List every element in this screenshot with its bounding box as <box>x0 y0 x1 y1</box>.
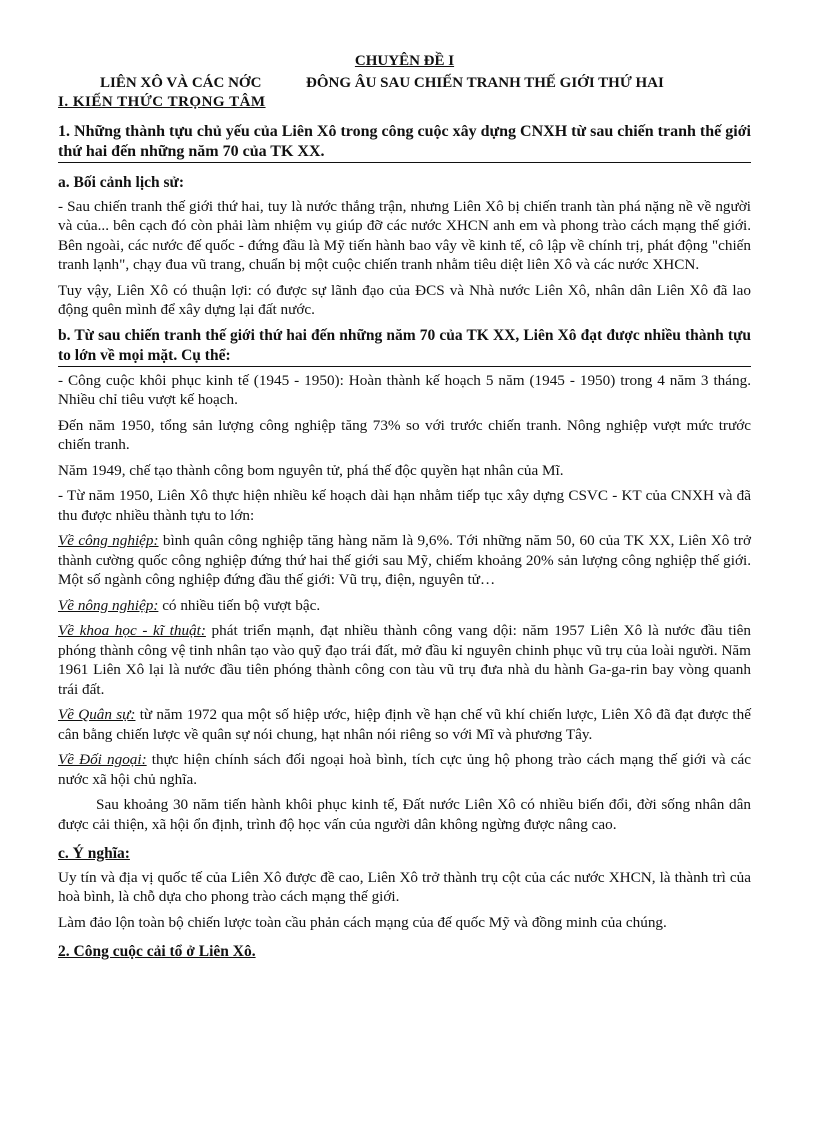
paragraph-a1: - Sau chiến tranh thế giới thứ hai, tuy là nước thắng trận, nhưng Liên Xô bị chiến tranh tàn phá nặng nề về người và của... bên cạch đó còn phải làm nhiệm vụ giúp đỡ các nước XHCN anh em và phong trào cách mạng thế giới. Bên ngoài, các nước đế quốc - đứng đầu là Mỹ tiến hành bao vây về kinh tế, cô lập về chính trị, phát động "chiến tranh lạnh", chạy đua vũ trang, chuẩn bị một cuộc chiến tranh nhằm tiêu diệt liên Xô và các nước XHCN. <box>58 197 751 273</box>
subheading-b: b. Từ sau chiến tranh thế giới thứ hai đến những năm 70 của TK XX, Liên Xô đạt được nhiều thành tựu to lớn về mọi mặt. Cụ thể: <box>58 326 751 367</box>
paragraph-summary: Sau khoảng 30 năm tiến hành khôi phục kinh tế, Đất nước Liên Xô có nhiều biến đổi, đời sống nhân dân được cải thiện, xã hội ổn định, trình độ học vấn của người dân không ngừng được nâng cao. <box>58 796 751 833</box>
document-title <box>58 74 751 93</box>
paragraph-c2: Làm đảo lộn toàn bộ chiến lược toàn cầu phản cách mạng của đế quốc Mỹ và đồng minh của chúng. <box>58 913 667 931</box>
subheading-a: a. Bối cảnh lịch sử: <box>58 174 184 191</box>
paragraph-b1: - Công cuộc khôi phục kinh tế (1945 - 1950): Hoàn thành kế hoạch 5 năm (1945 - 1950) trong 4 năm 3 tháng. Nhiều chỉ tiêu vượt kế hoạch. <box>58 371 751 408</box>
industry-text: bình quân công nghiệp tăng hàng năm là 9,6%. Tới những năm 50, 60 của TK XX, Liên Xô trở thành cường quốc công nghiệp đứng thứ hai thế giới sau Mỹ, chiếm khoảng 20% sản lượng công nghiệp thế giới. Một số ngành công nghiệp đứng đầu thế giới: Vũ trụ, điện, nguyên tử… <box>58 532 751 588</box>
title-part-1: LIÊN XÔ VÀ CÁC NỚC <box>100 74 262 91</box>
paragraph-c1: Uy tín và địa vị quốc tế của Liên Xô được đề cao, Liên Xô trở thành trụ cột của các nước XHCN, là thành trì của hoà bình, là chỗ dựa cho phong trào cách mạng thế giới. <box>58 868 751 905</box>
industry-label: Về công nghiệp: <box>58 532 159 549</box>
chapter-label: CHUYÊN ĐỀ I <box>354 53 455 69</box>
paragraph-b2: Đến năm 1950, tổng sản lượng công nghiệp tăng 73% so với trước chiến tranh. Nông nghiệp vượt mức trước chiến tranh. <box>58 416 751 453</box>
paragraph-science <box>58 621 751 699</box>
science-text: phát triển mạnh, đạt nhiều thành công vang dội: năm 1957 Liên Xô là nước đầu tiên phóng thành công vệ tinh nhân tạo vào quỹ đạo trái đất, mở đầu kỉ nguyên chinh phục vũ trụ của loài người. Năm 1961 Liên Xô lại là nước đầu tiên phóng thành công con tàu vũ trụ đưa nhà du hành Ga-ga-rin bay vòng quanh trái đất. <box>58 622 752 698</box>
section-main-heading: I. KIẾN THỨC TRỌNG TÂM <box>58 93 266 110</box>
agriculture-label: Về nông nghiệp: <box>58 596 159 614</box>
paragraph-b4: - Từ năm 1950, Liên Xô thực hiện nhiều kế hoạch dài hạn nhằm tiếp tục xây dựng CSVC - KT của CNXH và đã thu được nhiều thành tựu to lớn: <box>58 487 751 524</box>
paragraph-military <box>58 705 751 744</box>
paragraph-industry <box>58 531 751 590</box>
agriculture-text: có nhiều tiến bộ vượt bậc. <box>158 596 321 614</box>
paragraph-b3: Năm 1949, chế tạo thành công bom nguyên tử, phá thế độc quyền hạt nhân của Mĩ. <box>58 461 564 479</box>
subheading-c: c. Ý nghĩa: <box>58 845 130 862</box>
title-part-2: ĐÔNG ÂU SAU CHIẾN TRANH THẾ GIỚI THỨ HAI <box>306 74 664 91</box>
paragraph-agriculture <box>58 596 751 616</box>
military-label: Về Quân sự: <box>58 706 136 723</box>
science-label: Về khoa học - kĩ thuật: <box>58 622 206 639</box>
heading-1: 1. Những thành tựu chủ yếu của Liên Xô trong công cuộc xây dựng CNXH từ sau chiến tranh thế giới thứ hai đến những năm 70 của TK XX. <box>58 122 751 163</box>
military-text: từ năm 1972 qua một số hiệp ước, hiệp định về hạn chế vũ khí chiến lược, Liên Xô đã đạt được thế cân bằng chiến lược về quân sự nói chung, hạt nhân nói riêng so với Mĩ và phương Tây. <box>58 706 751 743</box>
heading-2: 2. Công cuộc cải tổ ở Liên Xô. <box>58 943 256 960</box>
document-page <box>58 52 751 962</box>
paragraph-foreign <box>58 750 751 789</box>
chapter-header <box>58 52 751 72</box>
foreign-label: Về Đối ngoại: <box>58 751 147 768</box>
foreign-text: thực hiện chính sách đối ngoại hoà bình, tích cực ủng hộ phong trào cách mạng thế giới và các nước xã hội chủ nghĩa. <box>58 751 751 788</box>
paragraph-a2: Tuy vậy, Liên Xô có thuận lợi: có được sự lãnh đạo của ĐCS và Nhà nước Liên Xô, nhân dân Liên Xô đã lao động quên mình để xây dựng lại đất nước. <box>58 281 751 318</box>
